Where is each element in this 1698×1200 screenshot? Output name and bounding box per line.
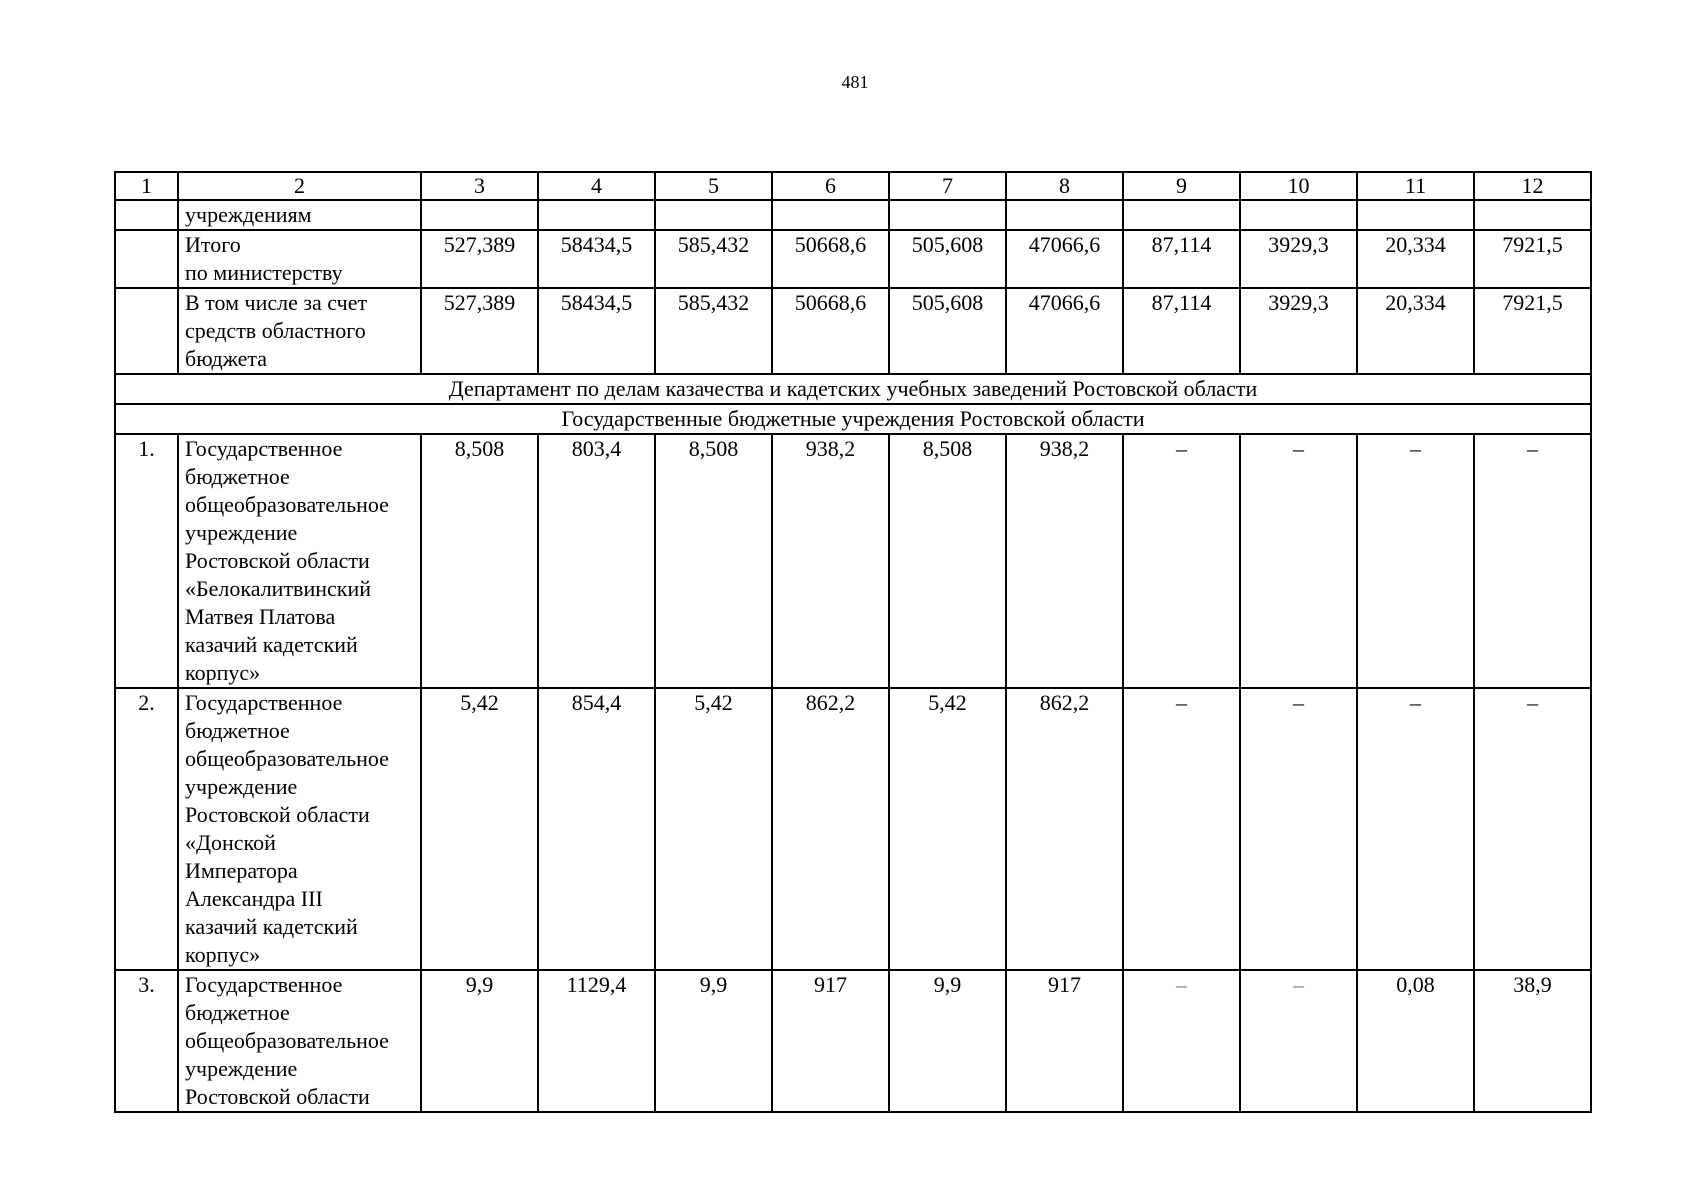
value-cell: 1129,4 (538, 970, 655, 1112)
value-cell: – (1123, 688, 1240, 970)
table-row (115, 230, 1591, 288)
column-number-header: 6 (772, 172, 889, 200)
value-cell (772, 200, 889, 230)
value-cell: – (1474, 688, 1591, 970)
column-number-header: 7 (889, 172, 1006, 200)
value-cell: 862,2 (1006, 688, 1123, 970)
section-title: Государственные бюджетные учреждения Ростовской области (115, 404, 1591, 434)
institution-name: учреждениям (178, 200, 421, 230)
value-cell: – (1357, 434, 1474, 688)
row-index: 3. (115, 970, 178, 1112)
value-cell: 87,114 (1123, 288, 1240, 374)
row-index: 1. (115, 434, 178, 688)
column-number-header: 10 (1240, 172, 1357, 200)
value-cell: – (1123, 970, 1240, 1112)
value-cell: 0,08 (1357, 970, 1474, 1112)
value-cell: 9,9 (655, 970, 772, 1112)
value-cell: 3929,3 (1240, 288, 1357, 374)
value-cell (1357, 200, 1474, 230)
value-cell: 8,508 (655, 434, 772, 688)
budget-table (114, 171, 1592, 1113)
value-cell: 917 (772, 970, 889, 1112)
value-cell: – (1240, 434, 1357, 688)
value-cell: 8,508 (421, 434, 538, 688)
column-number-header: 5 (655, 172, 772, 200)
value-cell: 8,508 (889, 434, 1006, 688)
value-cell: 9,9 (421, 970, 538, 1112)
institution-name: В том числе за счет средств областного бюджета (178, 288, 421, 374)
row-index (115, 230, 178, 288)
table-row (115, 288, 1591, 374)
value-cell: – (1123, 434, 1240, 688)
column-number-header: 12 (1474, 172, 1591, 200)
column-number-header: 2 (178, 172, 421, 200)
value-cell: 50668,6 (772, 230, 889, 288)
column-number-header: 3 (421, 172, 538, 200)
value-cell (1240, 200, 1357, 230)
value-cell (1006, 200, 1123, 230)
value-cell: 38,9 (1474, 970, 1591, 1112)
page-number: 481 (841, 72, 869, 92)
header-row (115, 172, 1591, 200)
value-cell (1474, 200, 1591, 230)
value-cell (1123, 200, 1240, 230)
table-row (115, 200, 1591, 230)
value-cell: 3929,3 (1240, 230, 1357, 288)
value-cell: 938,2 (772, 434, 889, 688)
column-number-header: 11 (1357, 172, 1474, 200)
column-number-header: 8 (1006, 172, 1123, 200)
institution-name: Государственное бюджетное общеобразовательное учреждение Ростовской области «Белокалитвинский Матвея Платова казачий кадетский корпус» (178, 434, 421, 688)
value-cell: 20,334 (1357, 230, 1474, 288)
table-row (115, 434, 1591, 688)
value-cell: 5,42 (421, 688, 538, 970)
value-cell: 47066,6 (1006, 288, 1123, 374)
table-row (115, 970, 1591, 1112)
column-number-header: 4 (538, 172, 655, 200)
institution-name: Государственное бюджетное общеобразовательное учреждение Ростовской области «Донской Императора Александра III казачий кадетский корпус» (178, 688, 421, 970)
value-cell: 862,2 (772, 688, 889, 970)
value-cell: 585,432 (655, 230, 772, 288)
value-cell: – (1474, 434, 1591, 688)
row-index (115, 200, 178, 230)
value-cell: 505,608 (889, 288, 1006, 374)
table-body (115, 172, 1591, 1112)
section-row (115, 374, 1591, 404)
value-cell (538, 200, 655, 230)
value-cell: 505,608 (889, 230, 1006, 288)
institution-name: Государственное бюджетное общеобразовательное учреждение Ростовской области (178, 970, 421, 1112)
table-row (115, 688, 1591, 970)
value-cell: 58434,5 (538, 288, 655, 374)
value-cell: 87,114 (1123, 230, 1240, 288)
value-cell: 50668,6 (772, 288, 889, 374)
institution-name: Итого по министерству (178, 230, 421, 288)
value-cell: 9,9 (889, 970, 1006, 1112)
value-cell: 938,2 (1006, 434, 1123, 688)
value-cell (421, 200, 538, 230)
value-cell: 917 (1006, 970, 1123, 1112)
value-cell: 58434,5 (538, 230, 655, 288)
row-index: 2. (115, 688, 178, 970)
column-number-header: 1 (115, 172, 178, 200)
section-row (115, 404, 1591, 434)
column-number-header: 9 (1123, 172, 1240, 200)
value-cell (889, 200, 1006, 230)
value-cell: 854,4 (538, 688, 655, 970)
value-cell: 20,334 (1357, 288, 1474, 374)
value-cell: 7921,5 (1474, 288, 1591, 374)
value-cell: 47066,6 (1006, 230, 1123, 288)
value-cell: 527,389 (421, 288, 538, 374)
value-cell: 7921,5 (1474, 230, 1591, 288)
value-cell: – (1357, 688, 1474, 970)
value-cell: 803,4 (538, 434, 655, 688)
value-cell (655, 200, 772, 230)
value-cell: 585,432 (655, 288, 772, 374)
value-cell: 5,42 (889, 688, 1006, 970)
section-title: Департамент по делам казачества и кадетских учебных заведений Ростовской области (115, 374, 1591, 404)
value-cell: 5,42 (655, 688, 772, 970)
row-index (115, 288, 178, 374)
value-cell: 527,389 (421, 230, 538, 288)
value-cell: – (1240, 688, 1357, 970)
value-cell: – (1240, 970, 1357, 1112)
